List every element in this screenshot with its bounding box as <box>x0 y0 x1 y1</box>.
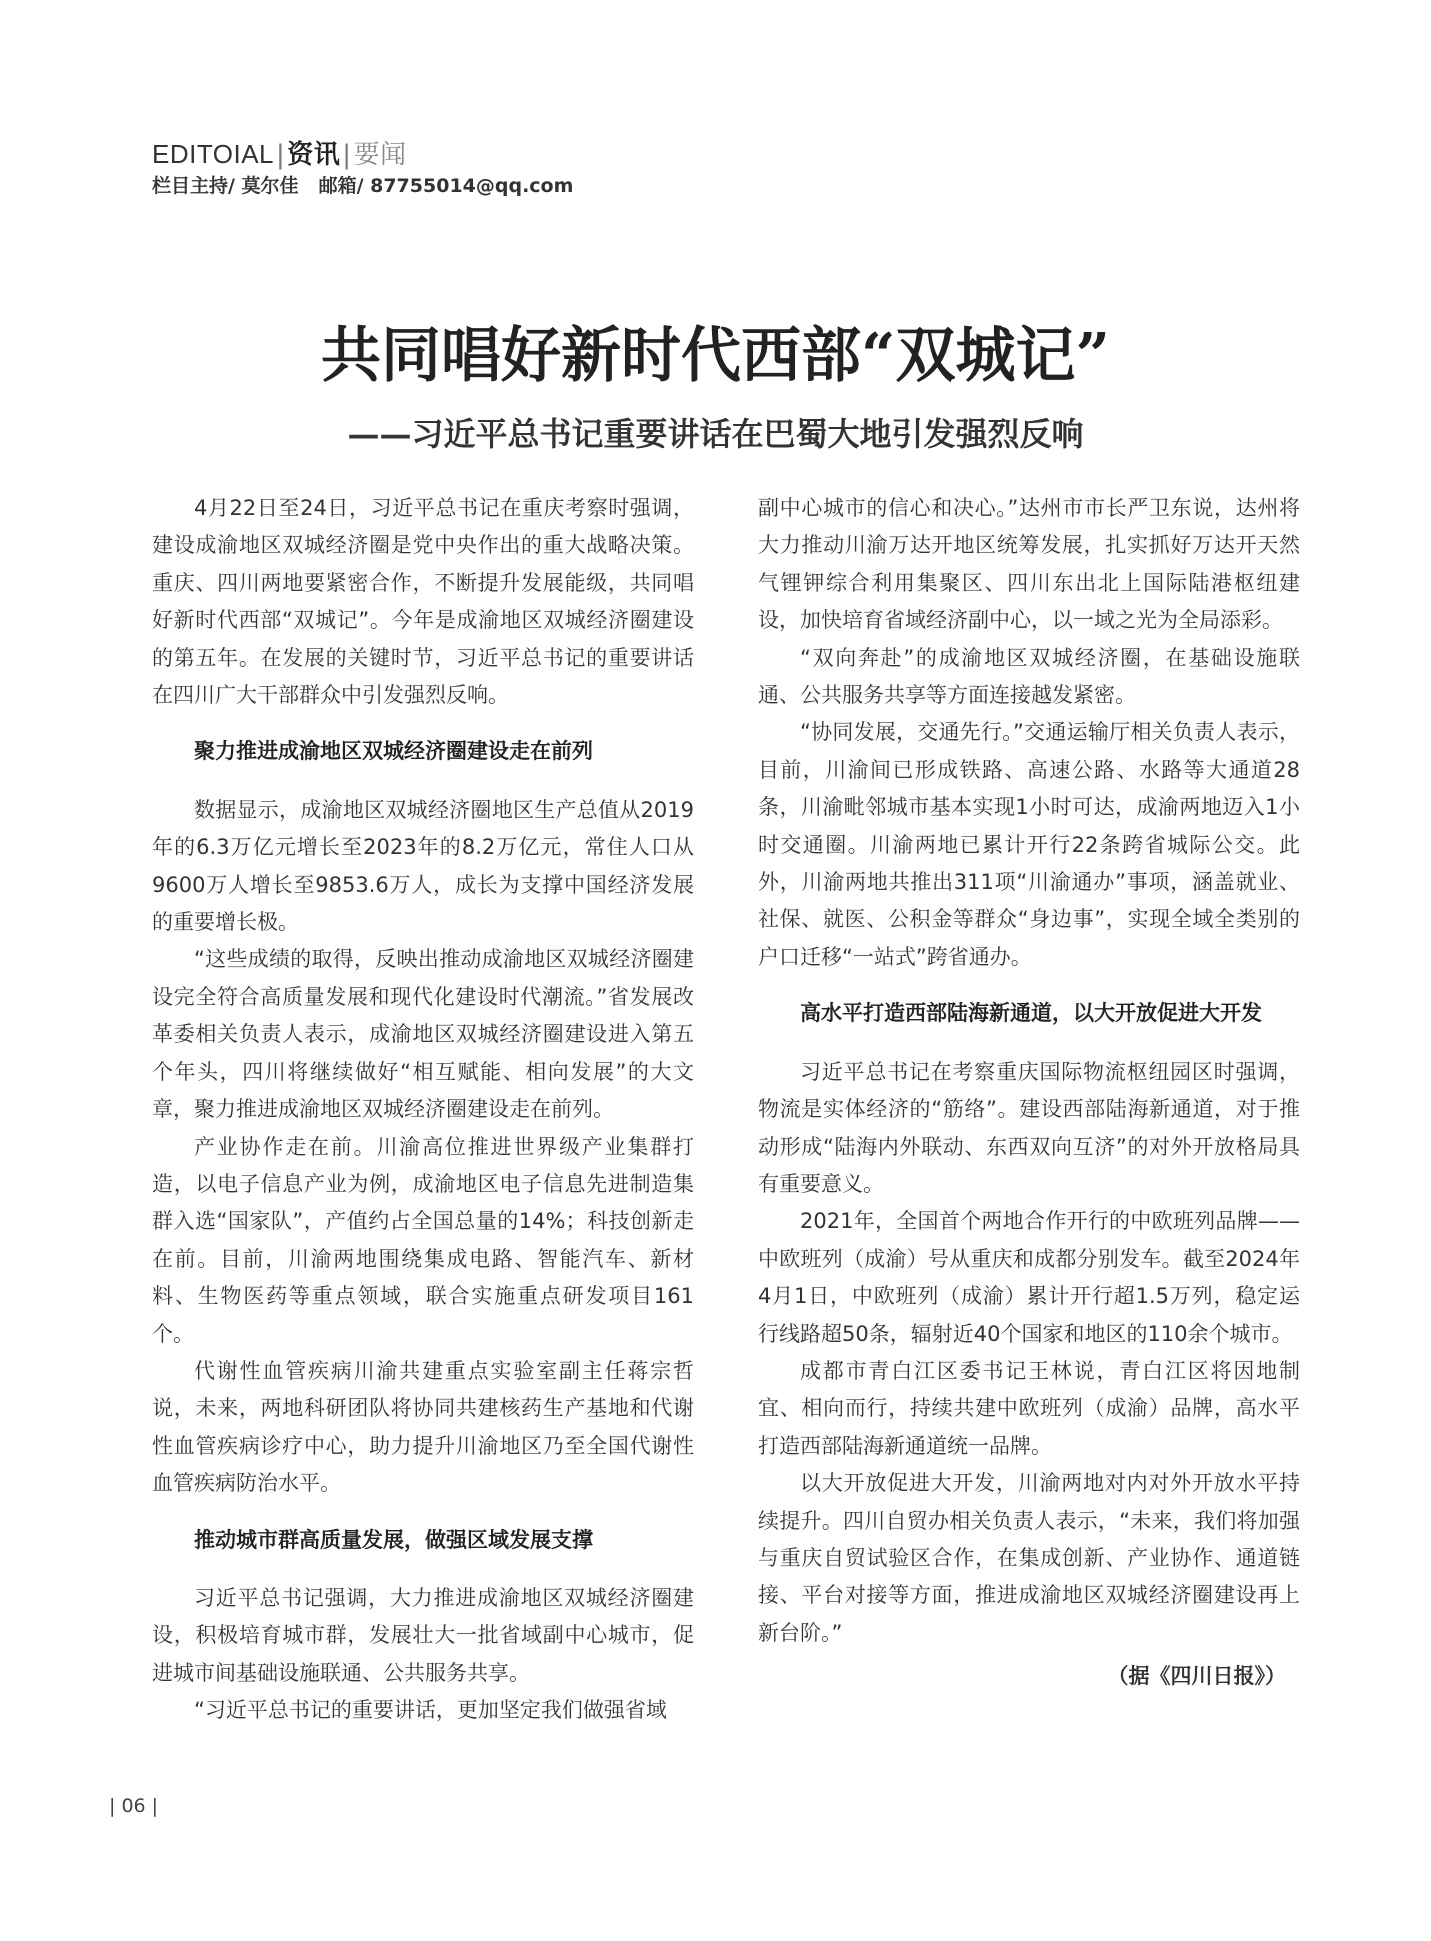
section-heading: 推动城市群高质量发展，做强区域发展支撑 <box>194 1527 593 1552</box>
paragraph: 习近平总书记在考察重庆国际物流枢纽园区时强调，物流是实体经济的“筋络”。建设西部陆海新通道，对于推动形成“陆海内外联动、东西双向互济”的对外开放格局具有重要意义。 <box>758 1059 1300 1196</box>
paragraph: 数据显示，成渝地区双城经济圈地区生产总值从2019年的6.3万亿元增长至2023年的8.2万亿元，常住人口从9600万人增长至9853.6万人，成长为支撑中国经济发展的重要增长极。 <box>152 797 694 935</box>
column-title-line <box>152 138 573 171</box>
article-title: 共同唱好新时代西部“双城记” <box>320 321 1111 391</box>
paragraph: 2021年，全国首个两地合作开行的中欧班列品牌——中欧班列（成渝）号从重庆和成都分别发车。截至2024年4月1日，中欧班列（成渝）累计开行超1.5万列，稳定运行线路超50条，辐射近40个国家和地区的110余个城市。 <box>758 1209 1300 1346</box>
column-editor: 栏目主持/ 莫尔佳 <box>152 175 299 197</box>
article-subtitle: ——习近平总书记重要讲话在巴蜀大地引发强烈反响 <box>347 415 1084 453</box>
column-subname: 要闻 <box>353 140 407 170</box>
paragraph: 副中心城市的信心和决心。”达州市市长严卫东说，达州将大力推动川渝万达开地区统筹发展，扎实抓好万达开天然气锂钾综合利用集聚区、四川东出北上国际陆港枢纽建设，加快培育省域经济副中心，以一域之光为全局添彩。 <box>758 496 1300 633</box>
column-name-zh: 资讯 <box>287 140 341 170</box>
paragraph: 以大开放促进大开发，川渝两地对内对外开放水平持续提升。四川自贸办相关负责人表示，“未来，我们将加强与重庆自贸试验区合作，在集成创新、产业协作、通道链接、平台对接等方面，推进成渝地区双城经济圈建设再上新台阶。” <box>758 1471 1300 1645</box>
column-name-en: EDITOIAL <box>152 139 275 169</box>
section-heading: 高水平打造西部陆海新通道，以大开放促进大开发 <box>800 1001 1262 1026</box>
column-divider: | <box>342 140 352 170</box>
paragraph: 代谢性血管疾病川渝共建重点实验室副主任蒋宗哲说，未来，两地科研团队将协同共建核药生产基地和代谢性血管疾病诊疗中心，助力提升川渝地区乃至全国代谢性血管疾病防治水平。 <box>152 1358 694 1496</box>
column-header <box>152 138 573 199</box>
paragraph: 4月22日至24日，习近平总书记在重庆考察时强调，建设成渝地区双城经济圈是党中央作出的重大战略决策。重庆、四川两地要紧密合作，不断提升发展能级，共同唱好新时代西部“双城记”。今年是成渝地区双城经济圈建设的第五年。在发展的关键时节，习近平总书记的重要讲话在四川广大干部群众中引发强烈反响。 <box>152 496 694 708</box>
column-credits <box>152 173 573 199</box>
paragraph: “习近平总书记的重要讲话，更加坚定我们做强省域 <box>194 1698 667 1723</box>
column-divider: | <box>276 140 286 170</box>
paragraph: “这些成绩的取得，反映出推动成渝地区双城经济圈建设完全符合高质量发展和现代化建设时代潮流。”省发展改革委相关负责人表示，成渝地区双城经济圈建设进入第五个年头，四川将继续做好“相互赋能、相向发展”的大文章，聚力推进成渝地区双城经济圈建设走在前列。 <box>152 947 694 1122</box>
paragraph: 成都市青白江区委书记王林说，青白江区将因地制宜、相向而行，持续共建中欧班列（成渝）品牌，高水平打造西部陆海新通道统一品牌。 <box>758 1358 1300 1458</box>
article-source: （据《四川日报》） <box>1107 1664 1286 1689</box>
paragraph: “双向奔赴”的成渝地区双城经济圈，在基础设施联通、公共服务共享等方面连接越发紧密。 <box>758 645 1300 708</box>
paragraph: 习近平总书记强调，大力推进成渝地区双城经济圈建设，积极培育城市群，发展壮大一批省域副中心城市，促进城市间基础设施联通、公共服务共享。 <box>152 1585 694 1685</box>
article-column-left <box>152 490 694 1730</box>
paragraph: “协同发展，交通先行。”交通运输厅相关负责人表示，目前，川渝间已形成铁路、高速公路、水路等大通道28条，川渝毗邻城市基本实现1小时可达，成渝两地迈入1小时交通圈。川渝两地已累计开行22条跨省城际公交。此外，川渝两地共推出311项“川渝通办”事项，涵盖就业、社保、就医、公积金等群众“身边事”，实现全域全类别的户口迁移“一站式”跨省通办。 <box>758 720 1300 969</box>
page-number: | 06 | <box>109 1795 159 1817</box>
article-column-right <box>758 490 1300 1696</box>
column-email: 邮箱/ 87755014@qq.com <box>318 175 574 197</box>
paragraph: 产业协作走在前。川渝高位推进世界级产业集群打造，以电子信息产业为例，成渝地区电子信息先进制造集群入选“国家队”，产值约占全国总量的14%；科技创新走在前。目前，川渝两地围绕集成电路、智能汽车、新材料、生物医药等重点领域，联合实施重点研发项目161个。 <box>152 1134 694 1346</box>
section-heading: 聚力推进成渝地区双城经济圈建设走在前列 <box>194 739 593 764</box>
